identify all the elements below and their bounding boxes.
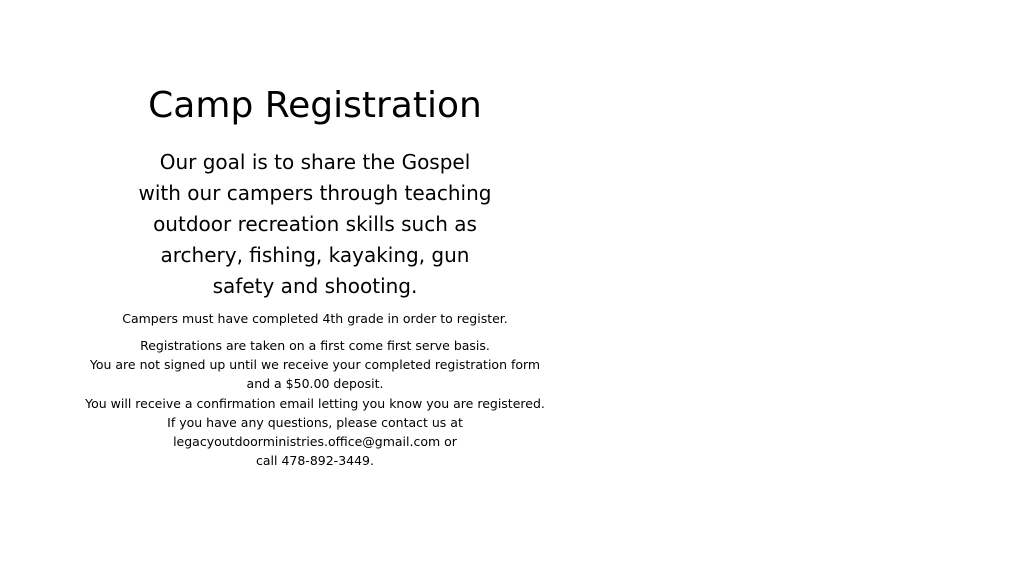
goal-line: archery, fishing, kayaking, gun [160,243,470,267]
goal-line: Our goal is to share the Gospel [159,150,471,174]
goal-line: with our campers through teaching [138,181,492,205]
info-line: and a $50.00 deposit. [246,376,384,392]
contact-email: legacyoutdoorministries.office@gmail.com or [173,434,457,450]
info-line: You will receive a confirmation email letting you know you are registered. [85,395,545,411]
contact-phone: call 478-892-3449. [256,453,374,469]
info-line: If you have any questions, please contact us at [167,414,463,430]
page-title: Camp Registration [148,85,482,126]
grade-requirement: Campers must have completed 4th grade in order to register. [122,311,508,326]
registration-info [40,336,590,470]
info-line: Registrations are taken on a first come first serve basis. [140,338,490,353]
goal-line: outdoor recreation skills such as [153,212,477,236]
goal-statement [40,147,590,302]
goal-line: safety and shooting. [212,274,418,298]
info-line: You are not signed up until we receive your completed registration form [89,357,541,373]
